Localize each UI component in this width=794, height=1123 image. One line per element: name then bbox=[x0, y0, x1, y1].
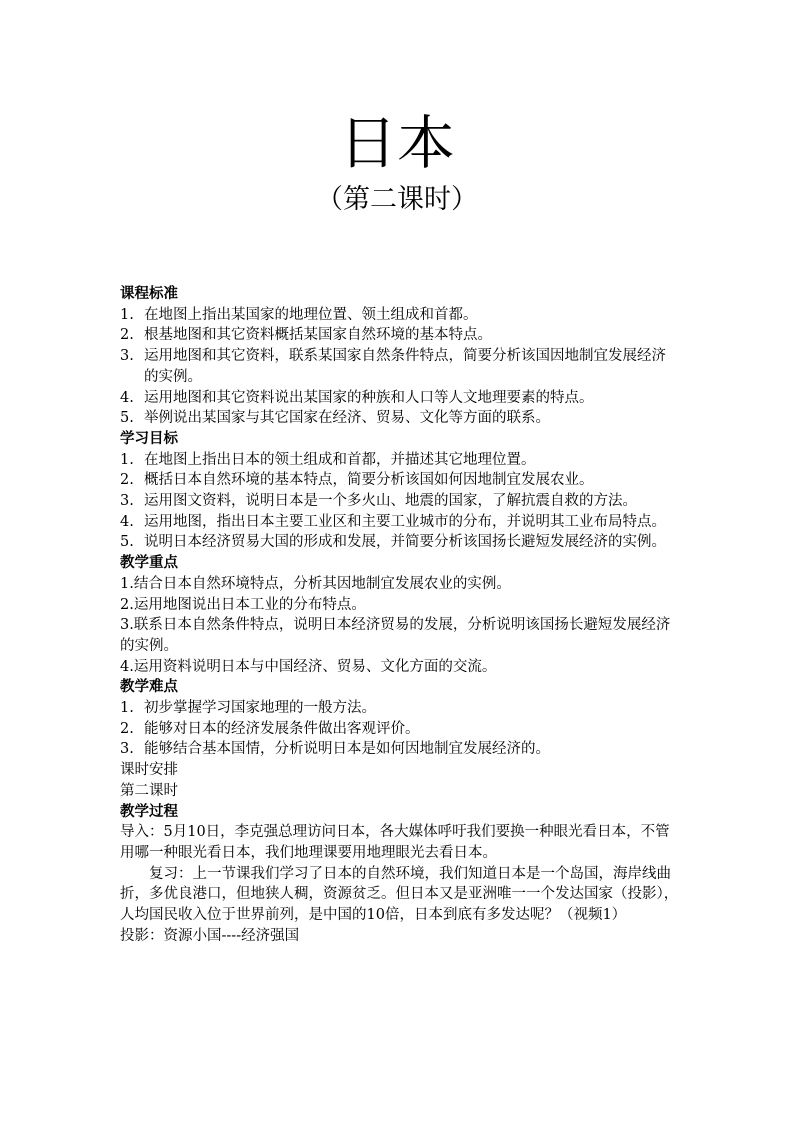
list-item-text: 在地图上指出某国家的地理位置、领土组成和首都。 bbox=[144, 306, 478, 323]
list-item-text: 运用地图和其它资料，联系某国家自然条件特点，简要分析该国因地制宜发展经济的实例。 bbox=[144, 348, 666, 385]
section-heading: 教学过程 bbox=[120, 803, 178, 820]
list-item-number: 3. bbox=[120, 741, 134, 758]
list-item bbox=[120, 305, 680, 326]
paragraph: 投影：资源小国----经济强国 bbox=[120, 927, 300, 944]
list-item-number: 4. bbox=[120, 513, 134, 530]
list-item-number: 5. bbox=[120, 410, 134, 427]
list-item bbox=[120, 470, 680, 491]
list-item-number: 5. bbox=[120, 534, 134, 551]
list-item-number: 3. bbox=[120, 493, 134, 510]
list-item-number: 3. bbox=[120, 348, 134, 365]
paragraph: 第二课时 bbox=[120, 782, 178, 799]
list-item-text: 运用地图和其它资料说出某国家的种族和人口等人文地理要素的特点。 bbox=[144, 389, 594, 406]
section-heading: 教学难点 bbox=[120, 679, 178, 696]
list-item-number: 1. bbox=[120, 700, 134, 717]
paragraph: 2.运用地图说出日本工业的分布特点。 bbox=[120, 596, 366, 613]
list-item-number: 1. bbox=[120, 306, 134, 323]
list-item-text: 运用图文资料，说明日本是一个多火山、地震的国家，了解抗震自救的方法。 bbox=[144, 493, 637, 510]
list-item bbox=[120, 698, 680, 719]
paragraph: 4.运用资料说明日本与中国经济、贸易、文化方面的交流。 bbox=[120, 658, 497, 675]
paragraph: 导入：5月10日，李克强总理访问日本，各大媒体呼吁我们要换一种眼光看日本，不管用哪一种眼光看日本，我们地理课要用地理眼光去看日本。 bbox=[120, 824, 670, 861]
document-body bbox=[120, 284, 680, 947]
list-item-text: 在地图上指出日本的领土组成和首都，并描述其它地理位置。 bbox=[144, 451, 536, 468]
list-item bbox=[120, 532, 680, 553]
list-item-text: 举例说出某国家与其它国家在经济、贸易、文化等方面的联系。 bbox=[144, 410, 550, 427]
list-item-text: 说明日本经济贸易大国的形成和发展，并简要分析该国扬长避短发展经济的实例。 bbox=[144, 534, 666, 551]
list-item-number: 4. bbox=[120, 389, 134, 406]
list-item-number: 2. bbox=[120, 472, 134, 489]
list-item bbox=[120, 491, 680, 512]
list-item-number: 1. bbox=[120, 451, 134, 468]
paragraph: 课时安排 bbox=[120, 762, 178, 779]
list-item-text: 初步掌握学习国家地理的一般方法。 bbox=[144, 700, 376, 717]
list-item bbox=[120, 719, 680, 740]
list-item-text: 根基地图和其它资料概括某国家自然环境的基本特点。 bbox=[144, 327, 492, 344]
list-item-number: 2. bbox=[120, 327, 134, 344]
paragraph: 复习：上一节课我们学习了日本的自然环境，我们知道日本是一个岛国，海岸线曲折，多优良港口，但地狭人稠，资源贫乏。但日本又是亚洲唯一一个发达国家（投影），人均国民收入位于世界前列，是中国的10倍，日本到底有多发达呢？（视频1） bbox=[120, 865, 679, 924]
paragraph: 1.结合日本自然环境特点，分析其因地制宜发展农业的实例。 bbox=[120, 575, 511, 592]
list-item bbox=[120, 512, 680, 533]
section-heading: 教学重点 bbox=[120, 555, 178, 572]
paragraph: 3.联系日本自然条件特点，说明日本经济贸易的发展，分析说明该国扬长避短发展经济的实例。 bbox=[120, 617, 671, 654]
document-subtitle: （第二课时） bbox=[316, 184, 478, 215]
list-item bbox=[120, 450, 680, 471]
section-heading: 学习目标 bbox=[120, 430, 178, 447]
list-item-text: 运用地图，指出日本主要工业区和主要工业城市的分布，并说明其工业布局特点。 bbox=[144, 513, 666, 530]
section-heading: 课程标准 bbox=[120, 286, 178, 302]
document-title: 日本 bbox=[338, 109, 455, 177]
list-item bbox=[120, 325, 680, 346]
list-item-text: 概括日本自然环境的基本特点，简要分析该国如何因地制宜发展农业。 bbox=[144, 472, 594, 489]
list-item bbox=[120, 388, 680, 409]
list-item bbox=[120, 739, 680, 760]
list-item-text: 能够对日本的经济发展条件做出客观评价。 bbox=[144, 720, 420, 737]
list-item bbox=[120, 408, 680, 429]
list-item-number: 2. bbox=[120, 720, 134, 737]
list-item-text: 能够结合基本国情，分析说明日本是如何因地制宜发展经济的。 bbox=[144, 741, 550, 758]
list-item bbox=[120, 346, 680, 387]
